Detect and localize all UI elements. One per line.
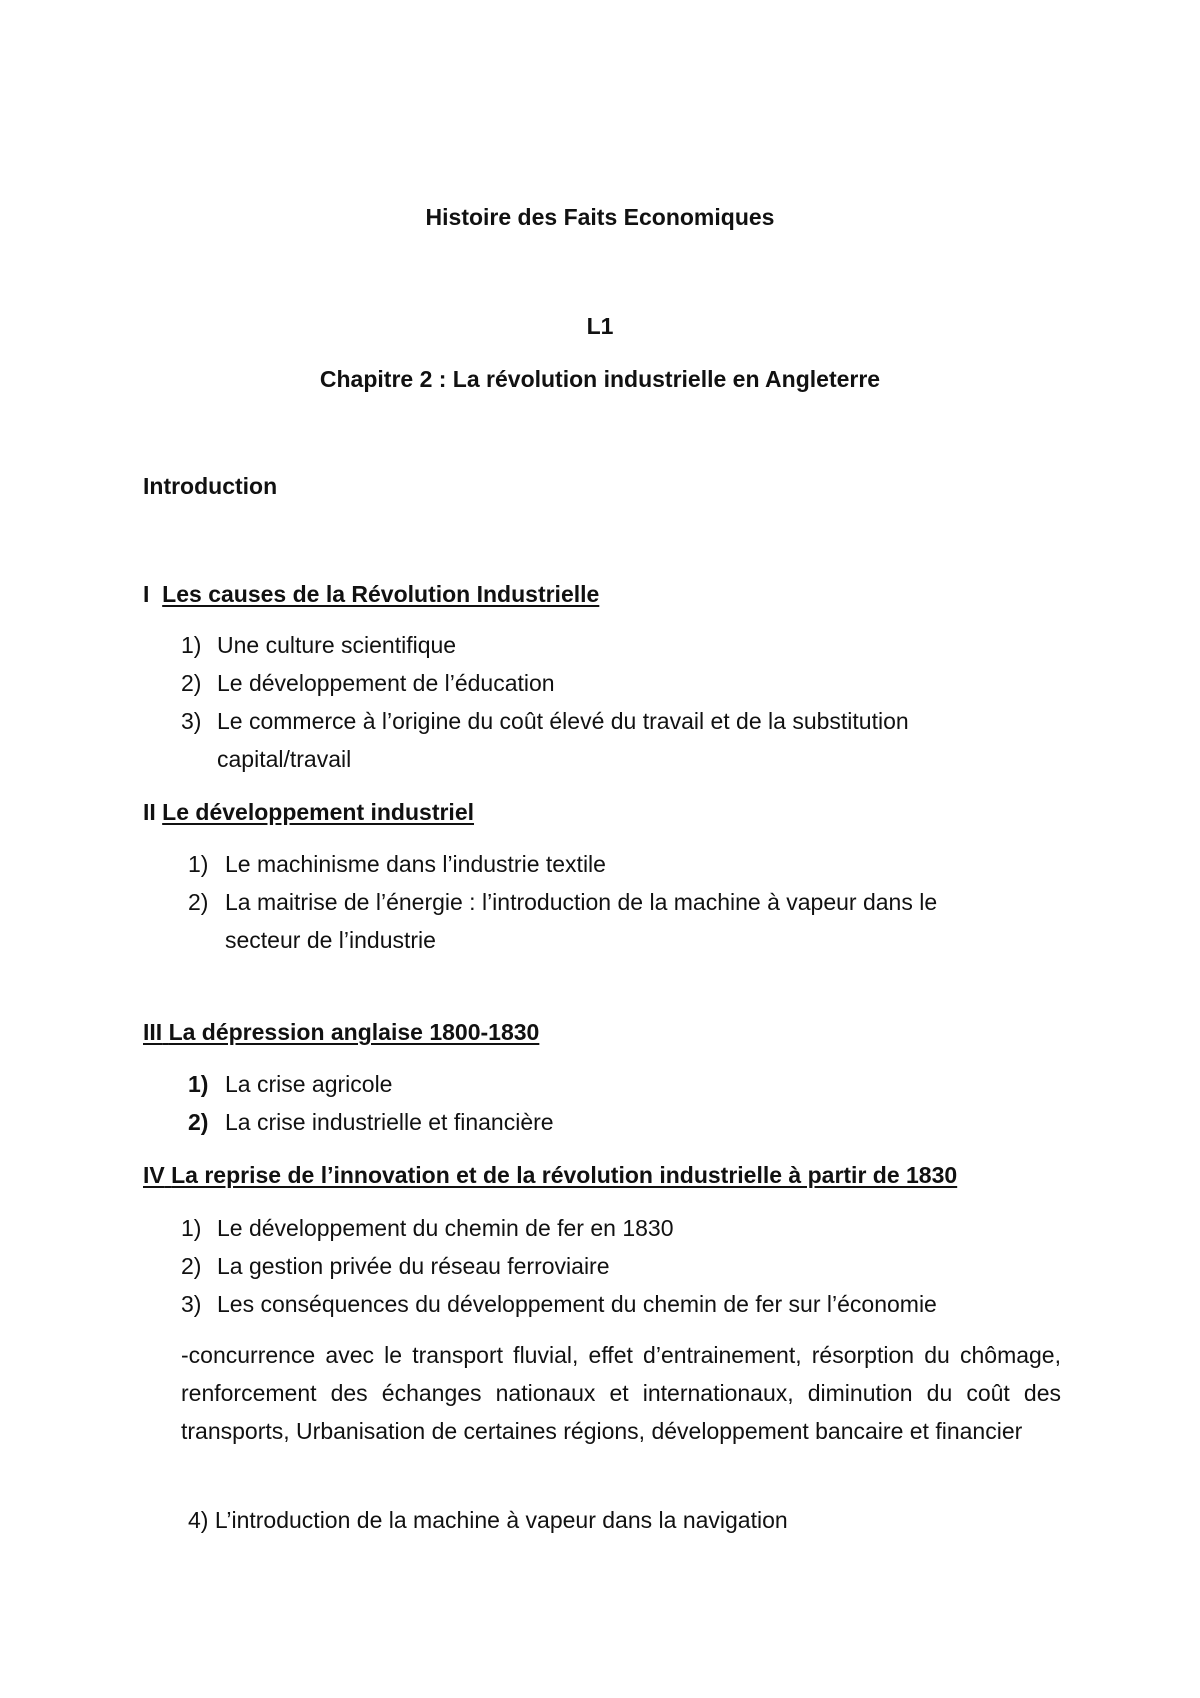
list-number: 2) [181, 670, 202, 696]
section-heading-4 [143, 1160, 957, 1190]
list-number: 1) [181, 1215, 202, 1241]
section-title: La dépression anglaise 1800-1830 [168, 1019, 540, 1045]
section-heading-1 [143, 579, 599, 609]
list-item: Une culture scientifique [217, 632, 457, 658]
list-number: 1) [188, 851, 209, 877]
section-numeral: I [143, 581, 150, 607]
chapter-title: Chapitre 2 : La révolution industrielle en Angleterre [319, 366, 881, 392]
section-numeral: II [143, 799, 156, 825]
list-number: 1) [188, 1071, 209, 1097]
list-number: 2) [188, 889, 209, 915]
introduction-heading: Introduction [143, 473, 278, 499]
list-item-last: 4) L’introduction de la machine à vapeur dans la navigation [188, 1507, 788, 1533]
section-heading-3 [143, 1017, 539, 1047]
list-item: Le commerce à l’origine du coût élevé du travail et de la substitution [217, 708, 909, 734]
list-number: 1) [181, 632, 202, 658]
list-item: La crise industrielle et financière [225, 1109, 554, 1135]
list-number: 3) [181, 1291, 202, 1317]
section-heading-2 [143, 797, 474, 827]
section-numeral: IV [143, 1162, 165, 1188]
list-number: 2) [181, 1253, 202, 1279]
list-item: La crise agricole [225, 1071, 393, 1097]
list-item-continuation: secteur de l’industrie [225, 927, 436, 953]
section-numeral: III [143, 1019, 163, 1045]
list-item: Les conséquences du développement du chemin de fer sur l’économie [217, 1291, 937, 1317]
course-level: L1 [586, 313, 614, 339]
section-title: Le développement industriel [162, 799, 475, 825]
document-title: Histoire des Faits Economiques [425, 204, 775, 230]
list-number: 3) [181, 708, 202, 734]
section-title: Les causes de la Révolution Industrielle [162, 581, 600, 607]
list-number: 2) [188, 1109, 209, 1135]
list-item: La gestion privée du réseau ferroviaire [217, 1253, 610, 1279]
list-item: Le développement de l’éducation [217, 670, 555, 696]
list-item: La maitrise de l’énergie : l’introduction de la machine à vapeur dans le [225, 889, 938, 915]
section-title: La reprise de l’innovation et de la révolution industrielle à partir de 1830 [171, 1162, 958, 1188]
list-item: Le machinisme dans l’industrie textile [225, 851, 606, 877]
consequences-paragraph: -concurrence avec le transport fluvial, effet d’entrainement, résorption du chômage, renforcement des échanges nationaux et internationaux, diminution du coût des transports, Urbanisation de certaines régions, développement bancaire et financier [181, 1342, 1061, 1444]
list-item-continuation: capital/travail [217, 746, 352, 772]
list-item: Le développement du chemin de fer en 1830 [217, 1215, 674, 1241]
